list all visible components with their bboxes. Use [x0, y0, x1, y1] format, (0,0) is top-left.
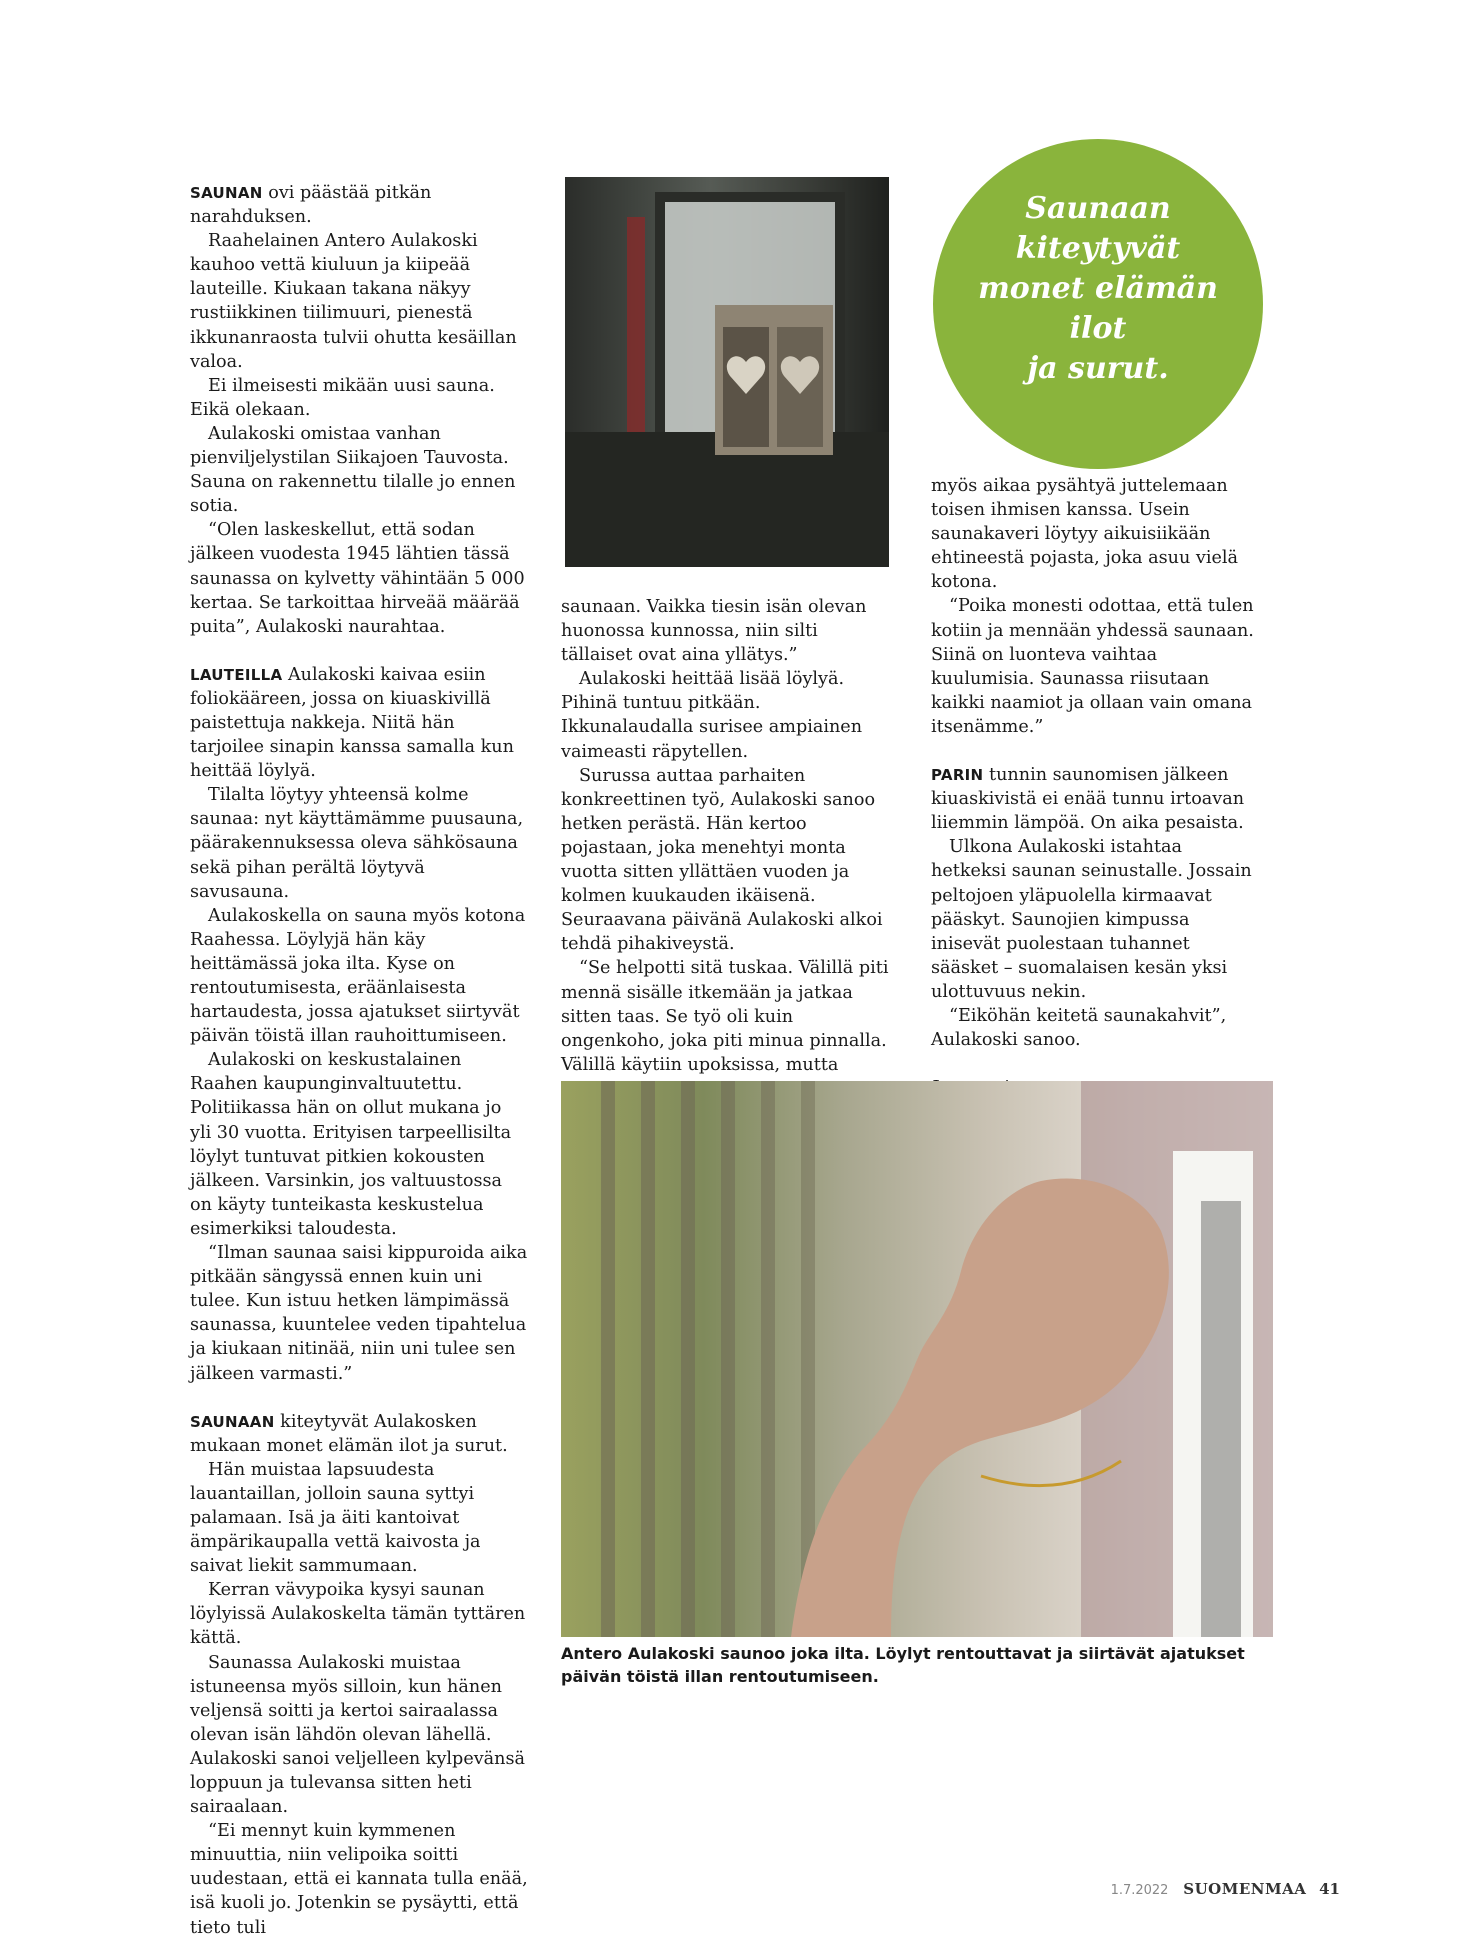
- paragraph: saunaan. Vaikka tiesin isän olevan huonossa kunnossa, niin silti tällaiset ovat aina yllätys.”: [561, 597, 867, 666]
- pull-quote-text: Saunaan kiteytyvät monet elämän ilot ja surut.: [978, 191, 1218, 386]
- paragraph: Aulakoski heittää lisää löylyä. Pihinä tuntuu pitkään. Ikkunalaudalla surisee ampiainen vaimeasti räpytellen.: [561, 669, 863, 762]
- paragraph: Aulakoski omistaa vanhan pienviljelystilan Siikajoen Tauvosta. Sauna on rakennettu tilalle jo ennen sotia.: [190, 423, 516, 517]
- article-column-1: [190, 181, 528, 1940]
- paragraph: “Poika monesti odottaa, että tulen kotiin ja mennään yhdessä saunaan. Siinä on luonteva vaihtaa kuulumisia. Saunassa riisutaan kaikki naamiot ja ollaan vain omana itsenämme.”: [931, 596, 1254, 737]
- section-lead-saunaan: SAUNAAN: [190, 1412, 275, 1431]
- paragraph: tunnin saunomisen jälkeen kiuaskivistä ei enää tunnu irtoavan liiemmin lämpöä. On aika pesaista.: [931, 765, 1245, 834]
- paragraph: Saunassa Aulakoski muistaa istuneensa myös silloin, kun hänen veljensä soitti ja kertoi sairaalassa olevan isän lähdön olevan lähellä. Aulakoski sanoi veljelleen kylpevänsä loppuun ja tulevansa sitten heti sairaalaan.: [190, 1652, 526, 1818]
- paragraph: Aulakoskella on sauna myös kotona Raahessa. Löylyjä hän käy heittämässä joka ilta. Kyse on rentoutumisesta, eräänlaisesta hartaudesta, jossa ajatukset siirtyvät päivän töistä illan rauhoittumiseen.: [190, 905, 526, 1047]
- paragraph: Ei ilmeisesti mikään uusi sauna. Eikä olekaan.: [190, 375, 495, 420]
- paragraph: Tilalta löytyy yhteensä kolme saunaa: nyt käyttämämme puusauna, päärakennuksessa oleva sähkösauna sekä pihan perältä löytyvä savusauna.: [190, 785, 524, 902]
- portrait-photo-illustration: [561, 1081, 1273, 1637]
- paragraph: “Olen laskeskellut, että sodan jälkeen vuodesta 1945 lähtien tässä saunassa on kylvetty vähintään 5 000 kertaa. Se tarkoittaa hirveää määrää puita”, Aulakoski naurahtaa.: [190, 520, 525, 637]
- magazine-name: SUOMENMAA: [1183, 1880, 1307, 1898]
- photo-sauna-window: [565, 177, 889, 567]
- paragraph: Kerran vävypoika kysyi saunan löylyissä Aulakoskelta tämän tyttären kättä.: [190, 1580, 526, 1649]
- paragraph: “Ei mennyt kuin kymmenen minuuttia, niin velipoika soitti uudestaan, että ei kannata tulla enää, isä kuoli jo. Jotenkin se pysäytti, että tieto tuli: [190, 1821, 528, 1938]
- paragraph: “Se helpotti sitä tuskaa. Välillä piti mennä sisälle itkemään ja jatkaa sitten taas. Se työ oli kuin ongenkoho, joka piti minua pinnalla. Välillä käytiin upoksissa, mutta: [561, 958, 889, 1075]
- paragraph: Raahelainen Antero Aulakoski kauhoo vettä kiuluun ja kiipeää lauteille. Kiukaan takana näkyy rustiikkinen tiilimuuri, pienestä ikkunanraosta tulvii ohutta kesäillan valoa.: [190, 231, 517, 372]
- article-column-2: [561, 595, 892, 1125]
- issue-date: 1.7.2022: [1110, 1883, 1169, 1898]
- section-lead-lauteilla: LAUTEILLA: [190, 665, 283, 684]
- window-photo-illustration: [565, 177, 889, 567]
- paragraph: myös aikaa pysähtyä juttelemaan toisen ihmisen kanssa. Usein saunakaveri löytyy aikuisiikään ehtineestä pojasta, joka asuu vielä kotona.: [931, 476, 1239, 593]
- paragraph: Hän muistaa lapsuudesta lauantaillan, jolloin sauna syttyi palamaan. Isä ja äiti kantoivat ämpärikaupalla vettä kaivosta ja saivat liekit sammumaan.: [190, 1459, 481, 1577]
- section-lead-saunan: SAUNAN: [190, 184, 263, 202]
- paragraph: kiteytyvät Aulakosken mukaan monet elämän ilot ja surut.: [190, 1411, 508, 1456]
- section-lead-parin: PARIN: [931, 766, 984, 785]
- paragraph: Ulkona Aulakoski istahtaa hetkeksi saunan seinustalle. Jossain peltojoen yläpuolella kirmaavat pääskyt. Saunojien kimpussa inisevät puolestaan tuhannet sääsket – suomalaisen kesän yksi ulottuvuus nekin.: [931, 837, 1252, 1002]
- page-footer: [1000, 1880, 1340, 1898]
- paragraph: Aulakoski on keskustalainen Raahen kaupunginvaltuutettu. Politiikassa hän on ollut mukana jo yli 30 vuotta. Erityisen tarpeellisilta löylyt tuntuvat pitkien kokousten jälkeen. Varsinkin, jos valtuustossa on käyty tunteikasta keskustelua esimerkiksi taloudesta.: [190, 1050, 512, 1239]
- photo-man-in-sauna: [561, 1081, 1273, 1637]
- photo-caption: Antero Aulakoski saunoo joka ilta. Löylyt rentouttavat ja siirtävät ajatukset päivän töistä illan rentoutumiseen.: [561, 1644, 1245, 1686]
- paragraph: Surussa auttaa parhaiten konkreettinen työ, Aulakoski sanoo hetken perästä. Hän kertoo pojastaan, joka menehtyi monta vuotta sitten yllättäen vuoden ja kolmen kuukauden ikäisenä. Seuraavana päivänä Aulakoski alkoi tehdä pihakiveystä.: [561, 765, 883, 955]
- paragraph: ovi päästää pitkän narahduksen.: [190, 183, 432, 228]
- paragraph: “Eiköhän keitetä saunakahvit”, Aulakoski sanoo.: [931, 1005, 1227, 1051]
- paragraph: “Ilman saunaa saisi kippuroida aika pitkään sängyssä ennen kuin uni tulee. Kun istuu hetken lämpimässä saunassa, kuuntelee veden tipahtelua ja kiukaan nitinää, niin uni tulee sen jälkeen varmasti.”: [190, 1243, 528, 1384]
- article-column-3: [931, 474, 1261, 1124]
- pull-quote-circle: [933, 139, 1263, 469]
- page-number: 41: [1319, 1880, 1340, 1898]
- paragraph: Aulakoski kaivaa esiin foliokääreen, jossa on kiuaskivillä paistettuja nakkeja. Niitä hän tarjoilee sinapin kanssa samalla kun heittää löylyä.: [190, 664, 514, 782]
